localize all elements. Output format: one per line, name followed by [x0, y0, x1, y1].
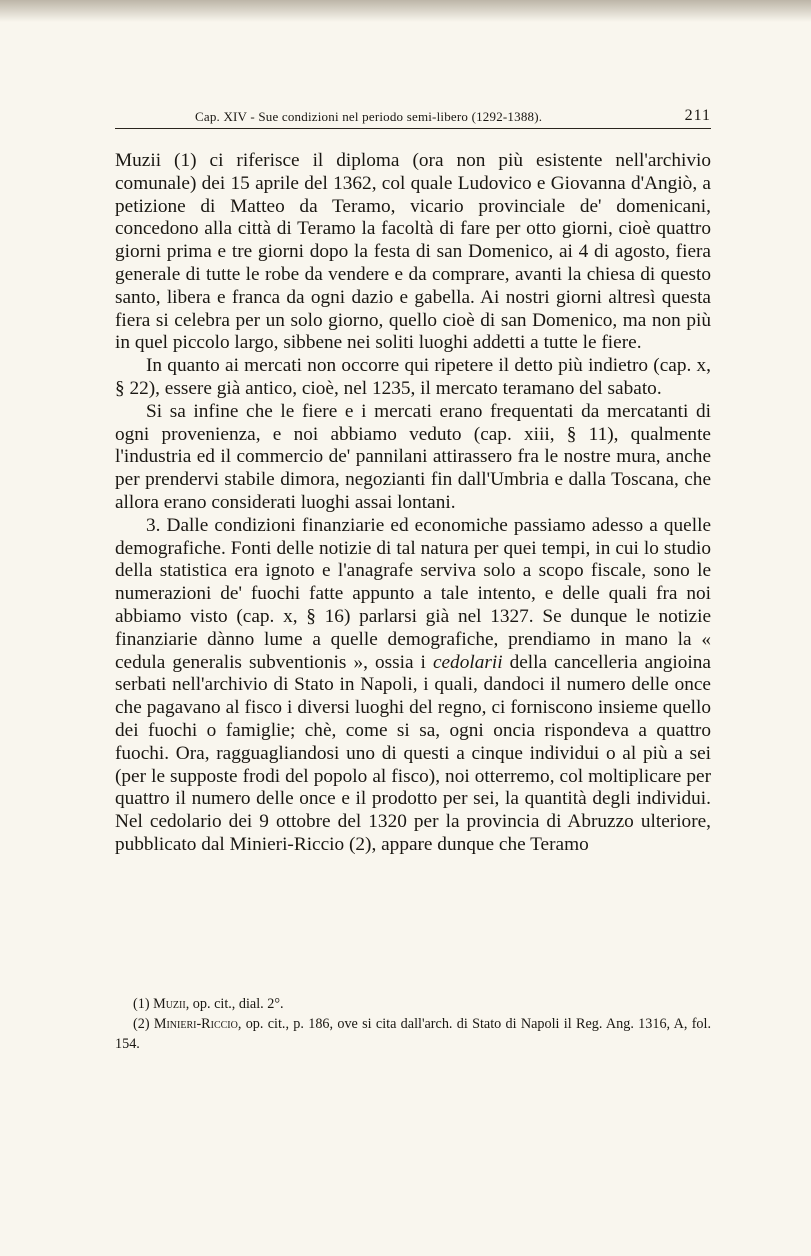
page-header: [115, 106, 711, 129]
footnote-1-mark: (1): [133, 996, 150, 1012]
footnote-1-author: Muzii: [153, 996, 186, 1012]
footnote-2-author: Minieri-Riccio: [153, 1016, 238, 1032]
main-text: [115, 150, 711, 857]
footnotes: [115, 994, 711, 1054]
running-title: Cap. XIV - Sue condizioni nel periodo semi-libero (1292-1388).: [195, 109, 543, 124]
paragraph-4: [115, 515, 711, 857]
footnote-2: [115, 1014, 711, 1054]
footnote-1: [115, 994, 711, 1014]
paragraph-3: Si sa infine che le fiere e i mercati erano frequentati da mercatanti di ogni provenienza, e noi abbiamo veduto (cap. xiii, § 11), qualmente l'industria ed il commercio de' pannilani attirassero fra le nostre mura, anche per prendervi stabile dimora, negozianti fin dall'Umbria e dalla Toscana, che allora erano considerati luoghi assai lontani.: [115, 400, 711, 513]
paragraph-4-text-b: della cancelleria angioina serbati nell'archivio di Stato in Napoli, i quali, dandoci il numero delle once che pagavano al fisco i diversi luoghi del regno, ci forniscono insieme quello dei fuochi o famiglie; chè, come si sa, ogni oncia rispondeva a quattro fuochi. Ora, ragguagliandosi uno di questi a cinque individui o al più a sei (per le supposte frodi del popolo al fisco), noi otterremo, col moltiplicare per quattro il numero delle once e il prodotto per sei, la quantità degli individui. Nel cedolario dei 9 ottobre del 1320 per la provincia di Abruzzo ulteriore, pubblicato dal Minieri-Riccio (2), appare dunque che Teramo: [115, 651, 711, 855]
paragraph-1: Muzii (1) ci riferisce il diploma (ora non più esistente nell'archivio comunale) dei 15 aprile del 1362, col quale Ludovico e Giovanna d'Angiò, a petizione di Matteo da Teramo, vicario provinciale de' domenicani, concedono alla città di Teramo la facoltà di fare per otto giorni, cioè quattro giorni prima e tre giorni dopo la festa di san Domenico, ai 4 di agosto, fiera generale di tutte le robe da vendere e da comprare, avanti la chiesa di questo santo, libera e franca da ogni dazio e gabella. Ai nostri giorni altresì questa fiera si celebra per un solo giorno, quello cioè di san Domenico, ma non più in quel piccolo largo, sibbene nei soliti luoghi addetti a tutte le fiere.: [115, 150, 711, 354]
page-number: 211: [684, 107, 711, 124]
footnote-2-text: , op. cit., p. 186, ove si cita dall'arch. di Stato di Napoli il Reg. Ang. 1316, A, fol. 154.: [115, 1016, 711, 1052]
footnote-2-mark: (2): [133, 1016, 150, 1032]
scan-edge-shadow: [0, 0, 811, 22]
italic-term-cedolarii: cedolarii: [432, 651, 503, 673]
paragraph-4-text-a: 3. Dalle condizioni finanziarie ed economiche passiamo adesso a quelle demografiche. Fonti delle notizie di tal natura per quei tempi, in cui lo studio della statistica era ignoto e l'anagrafe serviva solo a scopo fiscale, sono le numerazioni de' fuochi fatte appunto a tale intento, e delle quali fra noi abbiamo visto (cap. x, § 16) parlarsi già nel 1327. Se dunque le notizie finanziarie dànno lume a quelle demografiche, prendiamo in mano la « cedula generalis subventionis », ossia i: [115, 514, 711, 673]
footnote-1-text: , op. cit., dial. 2°.: [185, 996, 284, 1012]
paragraph-2: In quanto ai mercati non occorre qui ripetere il detto più indietro (cap. x, § 22), essere già antico, cioè, nel 1235, il mercato teramano del sabato.: [115, 355, 711, 399]
